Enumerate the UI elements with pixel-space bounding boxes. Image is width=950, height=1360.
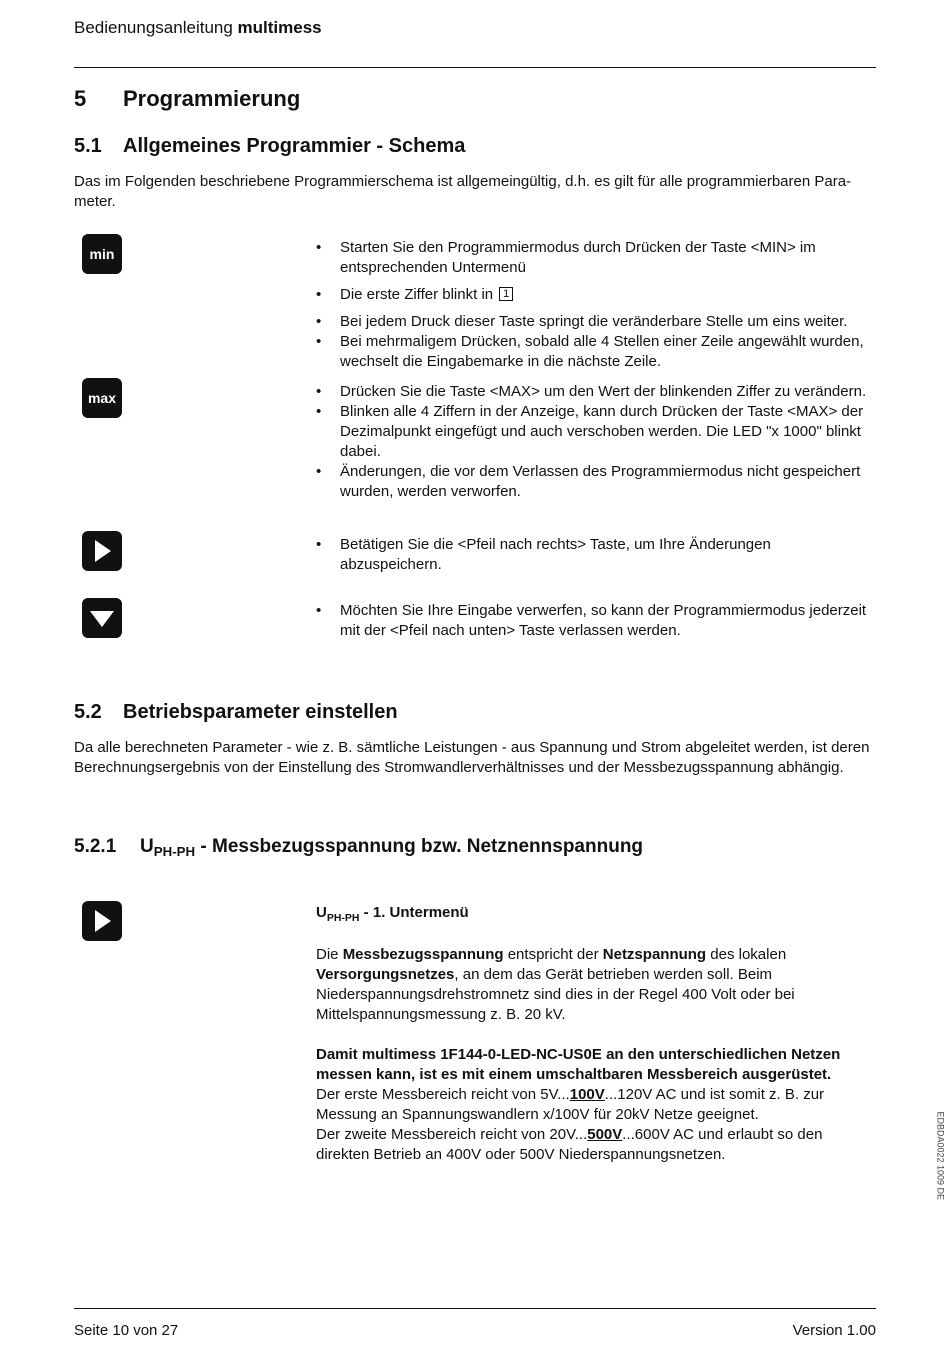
max-key-icon: max	[82, 378, 122, 418]
section-title: - Messbezugsspannung bzw. Netznennspannung	[195, 836, 644, 857]
bullet-item: • Änderungen, die vor dem Verlassen des Programmiermodus nicht gespeichert wurden, werden verworfen.	[316, 462, 871, 502]
section-title: Betriebsparameter einstellen	[123, 701, 398, 723]
submenu-heading	[316, 904, 469, 924]
heading-u: U	[316, 904, 327, 921]
text: , an dem das Gerät betrieben werden soll. Beim Niederspannungsdrehstromnetz sind dies in der Regel 400 Volt oder bei Mittelspannungsmessung z. B. 20 kV.	[316, 966, 795, 1023]
arrow-right-key-icon	[82, 531, 122, 571]
heading-subscript: PH-PH	[326, 912, 360, 924]
bullet-text: Die erste Ziffer blinkt in	[340, 286, 494, 303]
bold-term: Messbezugsspannung	[342, 946, 504, 963]
section-5-heading	[74, 86, 300, 112]
section-51-heading	[74, 135, 465, 158]
section-521-heading	[74, 836, 643, 859]
text: Der erste Messbereich reicht von 5V...	[316, 1086, 570, 1103]
arrow-right-key-icon	[82, 901, 122, 941]
min-instructions	[316, 238, 871, 379]
section-number: 5.1	[74, 135, 102, 157]
document-header	[74, 18, 322, 38]
text: ...120V AC und ist somit z. B. zur Messung an Spannungswandlern x/100V für 20kV Netze geeignet.	[316, 1086, 825, 1123]
arrow-down-key-icon	[82, 598, 122, 638]
text: Der zweite Messbereich reicht von 20V...	[316, 1126, 588, 1143]
section-title: Allgemeines Programmier - Schema	[123, 135, 466, 157]
section-52-heading	[74, 701, 398, 724]
section-number: 5.2.1	[74, 836, 117, 857]
paragraph	[316, 1125, 872, 1165]
underlined-value: 500V	[587, 1126, 623, 1143]
section-51-intro	[74, 172, 884, 212]
paragraph	[316, 945, 872, 1025]
submenu-title: - 1. Untermenü	[359, 904, 469, 921]
text: entspricht der	[503, 946, 603, 963]
header-rule	[74, 67, 876, 68]
bullet-item	[316, 285, 871, 305]
version-label: Version 1.00	[792, 1322, 876, 1339]
underlined-value: 100V	[569, 1086, 605, 1103]
paragraph	[316, 1085, 872, 1125]
section-52-text: Da alle berechneten Parameter - wie z. B. sämtliche Leistungen - aus Spannung und Strom abgeleitet werden, ist deren Berechnungsergebnis von der Einstellung des Stromwandlerverhältnisses und der Messbezugsspannung abhängig.	[74, 739, 870, 776]
bullet-item: • Blinken alle 4 Ziffern in der Anzeige, kann durch Drücken der Taste <MAX> der Dezimalpunkt eingefügt und auch verschoben werden. Die LED "x 1000" blinkt dabei.	[316, 402, 871, 462]
bullet-item: • Betätigen Sie die <Pfeil nach rechts> Taste, um Ihre Änderungen abzuspeichern.	[316, 535, 871, 575]
paragraph-bold: Damit multimess 1F144-0-LED-NC-US0E an den unterschiedlichen Netzen messen kann, ist es mit einem umschaltbaren Messbereich ausgerüstet.	[316, 1046, 841, 1083]
document-code: EDBDA0022 1009 DE	[936, 1111, 946, 1200]
min-key-icon: min	[82, 234, 122, 274]
max-instructions	[316, 382, 871, 509]
bullet-item: • Starten Sie den Programmiermodus durch Drücken der Taste <MIN> im entsprechenden Untermenü	[316, 238, 871, 278]
bullet-item: • Bei mehrmaligem Drücken, sobald alle 4 Stellen einer Zeile angewählt wurden, wechselt die Eingabemarke in die nächste Zeile.	[316, 332, 871, 372]
right-key-instructions	[316, 535, 871, 582]
header-prefix: Bedienungsanleitung	[74, 18, 233, 37]
intro-line: meter.	[74, 193, 116, 210]
text: ...600V AC und erlaubt so den direkten Betrieb an 400V oder 500V Niederspannungsnetzen.	[316, 1126, 823, 1163]
page-number: Seite 10 von 27	[74, 1322, 179, 1339]
text: des lokalen	[706, 946, 787, 963]
heading-subscript: PH-PH	[153, 844, 196, 859]
bullet-item: • Drücken Sie die Taste <MAX> um den Wert der blinkenden Ziffer zu verändern.	[316, 382, 871, 402]
heading-u: U	[140, 836, 154, 857]
text: Die	[316, 946, 343, 963]
bold-term: Versorgungsnetzes	[316, 966, 455, 983]
bullet-item: • Bei jedem Druck dieser Taste springt die veränderbare Stelle um eins weiter.	[316, 312, 871, 332]
bold-term: Netzspannung	[602, 946, 707, 963]
intro-line: Das im Folgenden beschriebene Programmierschema ist allgemeingültig, d.h. es gilt für alle programmierbaren Para-	[74, 173, 852, 190]
down-key-instructions	[316, 601, 871, 648]
section-title: Programmierung	[123, 86, 301, 111]
submenu-body	[316, 945, 872, 1165]
boxed-digit-icon: 1	[499, 287, 513, 301]
section-number: 5.2	[74, 701, 102, 723]
footer-rule	[74, 1308, 876, 1309]
section-number: 5	[74, 86, 87, 111]
header-product: multimess	[237, 18, 322, 37]
bullet-item: • Möchten Sie Ihre Eingabe verwerfen, so kann der Programmiermodus jederzeit mit der <Pfeil nach unten> Taste verlassen werden.	[316, 601, 871, 641]
